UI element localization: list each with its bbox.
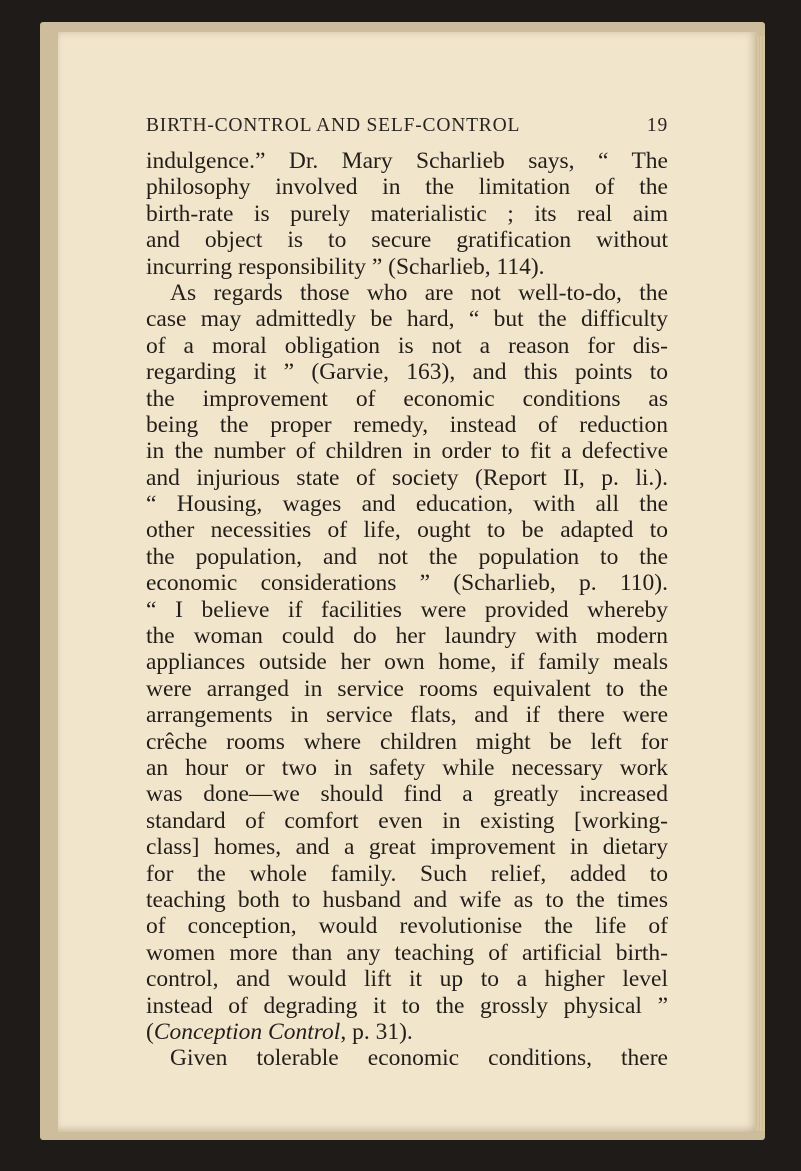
- text-line: for the whole family. Such relief, added to: [146, 860, 668, 887]
- text-line: was done—we should find a greatly increased: [146, 781, 668, 808]
- text-line: [146, 1019, 668, 1045]
- text-line: class] homes, and a great improvement in dietary: [146, 834, 668, 861]
- text-line: of a moral obligation is not a reason for dis-: [146, 332, 668, 359]
- text-line: birth-rate is purely materialistic ; its real aim: [146, 200, 668, 227]
- running-title: BIRTH-CONTROL AND SELF-CONTROL: [146, 115, 521, 136]
- text-line: economic considerations ” (Scharlieb, p. 110).: [146, 570, 668, 597]
- text-line: philosophy involved in the limitation of the: [146, 174, 668, 201]
- text-line: incurring responsibility ” (Scharlieb, 114).: [146, 253, 545, 280]
- text-line: women more than any teaching of artificial birth-: [146, 939, 668, 966]
- page-number: 19: [646, 115, 668, 136]
- text-line: teaching both to husband and wife as to the times: [146, 886, 668, 913]
- text-line: and injurious state of society (Report II, p. li.).: [146, 464, 668, 491]
- text-line: standard of comfort even in existing [working-: [146, 807, 668, 834]
- text-line: arrangements in service flats, and if there were: [146, 702, 668, 729]
- text-line: in the number of children in order to fit a defective: [146, 438, 668, 465]
- text-line: being the proper remedy, instead of reduction: [146, 411, 668, 438]
- text-line: “ Housing, wages and education, with all the: [146, 491, 668, 518]
- text-line: regarding it ” (Garvie, 163), and this points to: [146, 359, 668, 386]
- text-line: the woman could do her laundry with modern: [146, 623, 668, 650]
- body-text: [146, 148, 668, 1072]
- text-line: control, and would lift it up to a higher level: [146, 966, 668, 993]
- text-line: Given tolerable economic conditions, there: [170, 1045, 668, 1072]
- text-line: “ I believe if facilities were provided whereby: [146, 596, 668, 623]
- text-line: the population, and not the population to the: [146, 543, 668, 570]
- text-line: appliances outside her own home, if family meals: [146, 649, 668, 676]
- text-line: were arranged in service rooms equivalent to the: [146, 675, 668, 702]
- page-edge: [755, 36, 765, 1131]
- text-line-segment: (: [146, 1018, 154, 1045]
- italic-title: Conception Control: [153, 1018, 341, 1045]
- text-line: an hour or two in safety while necessary work: [146, 754, 668, 781]
- text-line: As regards those who are not well-to-do, the: [170, 279, 668, 306]
- text-line-segment: , p. 31).: [340, 1018, 413, 1045]
- text-line: of conception, would revolutionise the life of: [146, 913, 668, 940]
- text-line: and object is to secure gratification without: [146, 227, 668, 254]
- text-line: case may admittedly be hard, “ but the difficulty: [146, 306, 668, 333]
- text-line: crêche rooms where children might be left for: [146, 728, 668, 755]
- text-line: instead of degrading it to the grossly physical ”: [146, 992, 668, 1019]
- text-line: indulgence.” Dr. Mary Scharlieb says, “ The: [146, 148, 668, 174]
- text-line: the improvement of economic conditions as: [146, 385, 668, 412]
- running-header: [146, 115, 668, 145]
- text-line: other necessities of life, ought to be adapted to: [146, 517, 668, 544]
